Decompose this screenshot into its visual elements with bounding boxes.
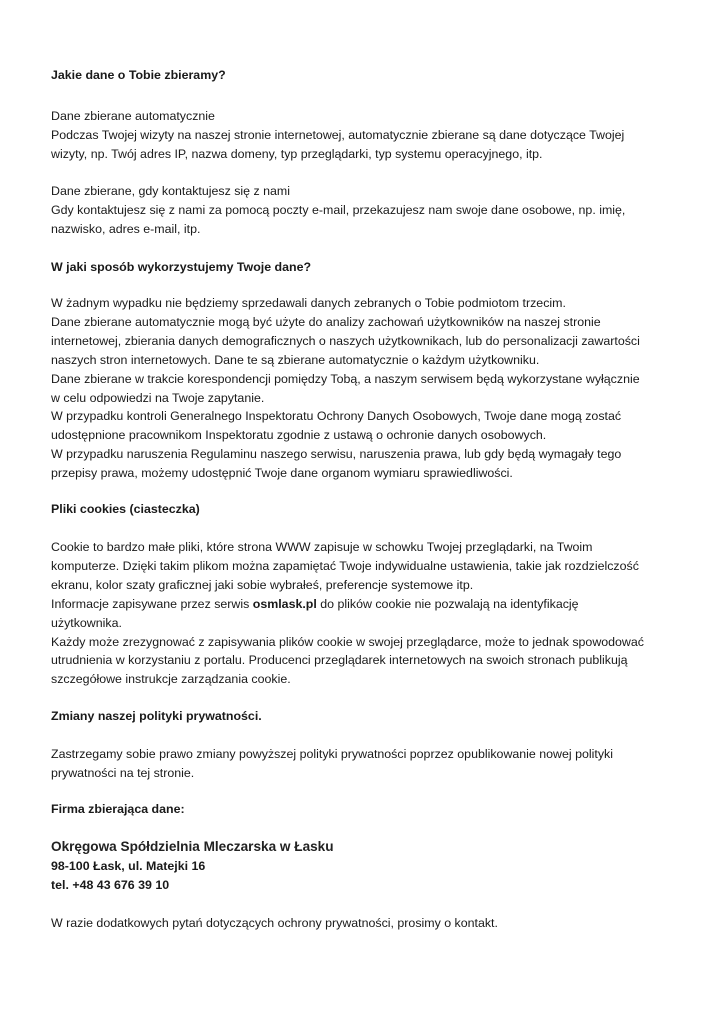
heading-data-collected: Jakie dane o Tobie zbieramy?	[51, 68, 226, 82]
company-block	[51, 838, 691, 895]
section-auto-collected: Dane zbierane automatycznie Podczas Twojej wizyty na naszej stronie internetowej, automatycznie zbierane są dane dotyczące Twojej wizyty, np. Twój adres IP, nazwa domeny, typ przeglądarki, typ systemu operacyjnego, itp.	[51, 107, 691, 164]
company-name: Okręgowa Spółdzielnia Mleczarska w Łasku	[51, 839, 334, 854]
company-phone: tel. +48 43 676 39 10	[51, 877, 170, 892]
contact-title: Dane zbierane, gdy kontaktujesz się z nami	[51, 184, 290, 198]
heading-policy-changes: Zmiany naszej polityki prywatności.	[51, 709, 262, 723]
auto-title: Dane zbierane automatycznie	[51, 109, 215, 123]
heading-company: Firma zbierająca dane:	[51, 802, 185, 816]
site-name: osmlask.pl	[252, 596, 317, 611]
closing-note: W razie dodatkowych pytań dotyczących ochrony prywatności, prosimy o kontakt.	[51, 916, 498, 930]
section-data-use: W żadnym wypadku nie będziemy sprzedawali danych zebranych o Tobie podmiotom trzecim. Dane zbierane automatycznie mogą być użyte do analizy zachowań użytkowników na naszej stronie internetowej, zbierania danych demograficznych o naszych użytkownikach, lub do personalizacji zawartości naszych stron internetowych. Dane te są zbierane automatycznie o każdym użytkowniku. Dane zbierane w trakcie korespondencji pomiędzy Tobą, a naszym serwisem będą wykorzystane wyłącznie w celu odpowiedzi na Twoje zapytanie. W przypadku kontroli Generalnego Inspektoratu Ochrony Danych Osobowych, Twoje dane mogą zostać udostępnione pracownikom Inspektoratu zgodnie z ustawą o ochronie danych osobowych. W przypadku naruszenia Regulaminu naszego serwisu, naruszenia prawa, lub gdy będą wymagały tego przepisy prawa, możemy udostępnić Twoje dane organom wymiaru sprawiedliwości.	[51, 296, 640, 481]
heading-data-use: W jaki sposób wykorzystujemy Twoje dane?	[51, 260, 312, 274]
section-cookies: Cookie to bardzo małe pliki, które strona WWW zapisuje w schowku Twojej przeglądarki, na Twoim komputerze. Dzięki takim plikom można zapamiętać Twoje indywidualne ustawienia, takie jak rozdzielczość ekranu, kolor szaty graficznej jaki sobie wybrałeś, preferencje systemowe itp. Informacje zapisywane przez serwis osmlask.pl do plików cookie nie pozwalają na identyfikację użytkownika. Każdy może zrezygnować z zapisywania plików cookie w swojej przeglądarce, może to jednak spowodować utrudnienia w korzystaniu z portalu. Producenci przeglądarek internetowych na swoich stronach publikują szczegółowe instrukcje zarządzania cookie.	[51, 540, 644, 687]
section-policy-changes: Zastrzegamy sobie prawo zmiany powyższej polityki prywatności poprzez opublikowanie nowej polityki prywatności na tej stronie.	[51, 747, 613, 780]
section-contact-collected: Dane zbierane, gdy kontaktujesz się z nami Gdy kontaktujesz się z nami za pomocą poczty e-mail, przekazujesz nam swoje dane osobowe, np. imię, nazwisko, adres e-mail, itp.	[51, 182, 691, 239]
heading-cookies: Pliki cookies (ciasteczka)	[51, 502, 200, 516]
company-address: 98-100 Łask, ul. Matejki 16	[51, 858, 206, 873]
